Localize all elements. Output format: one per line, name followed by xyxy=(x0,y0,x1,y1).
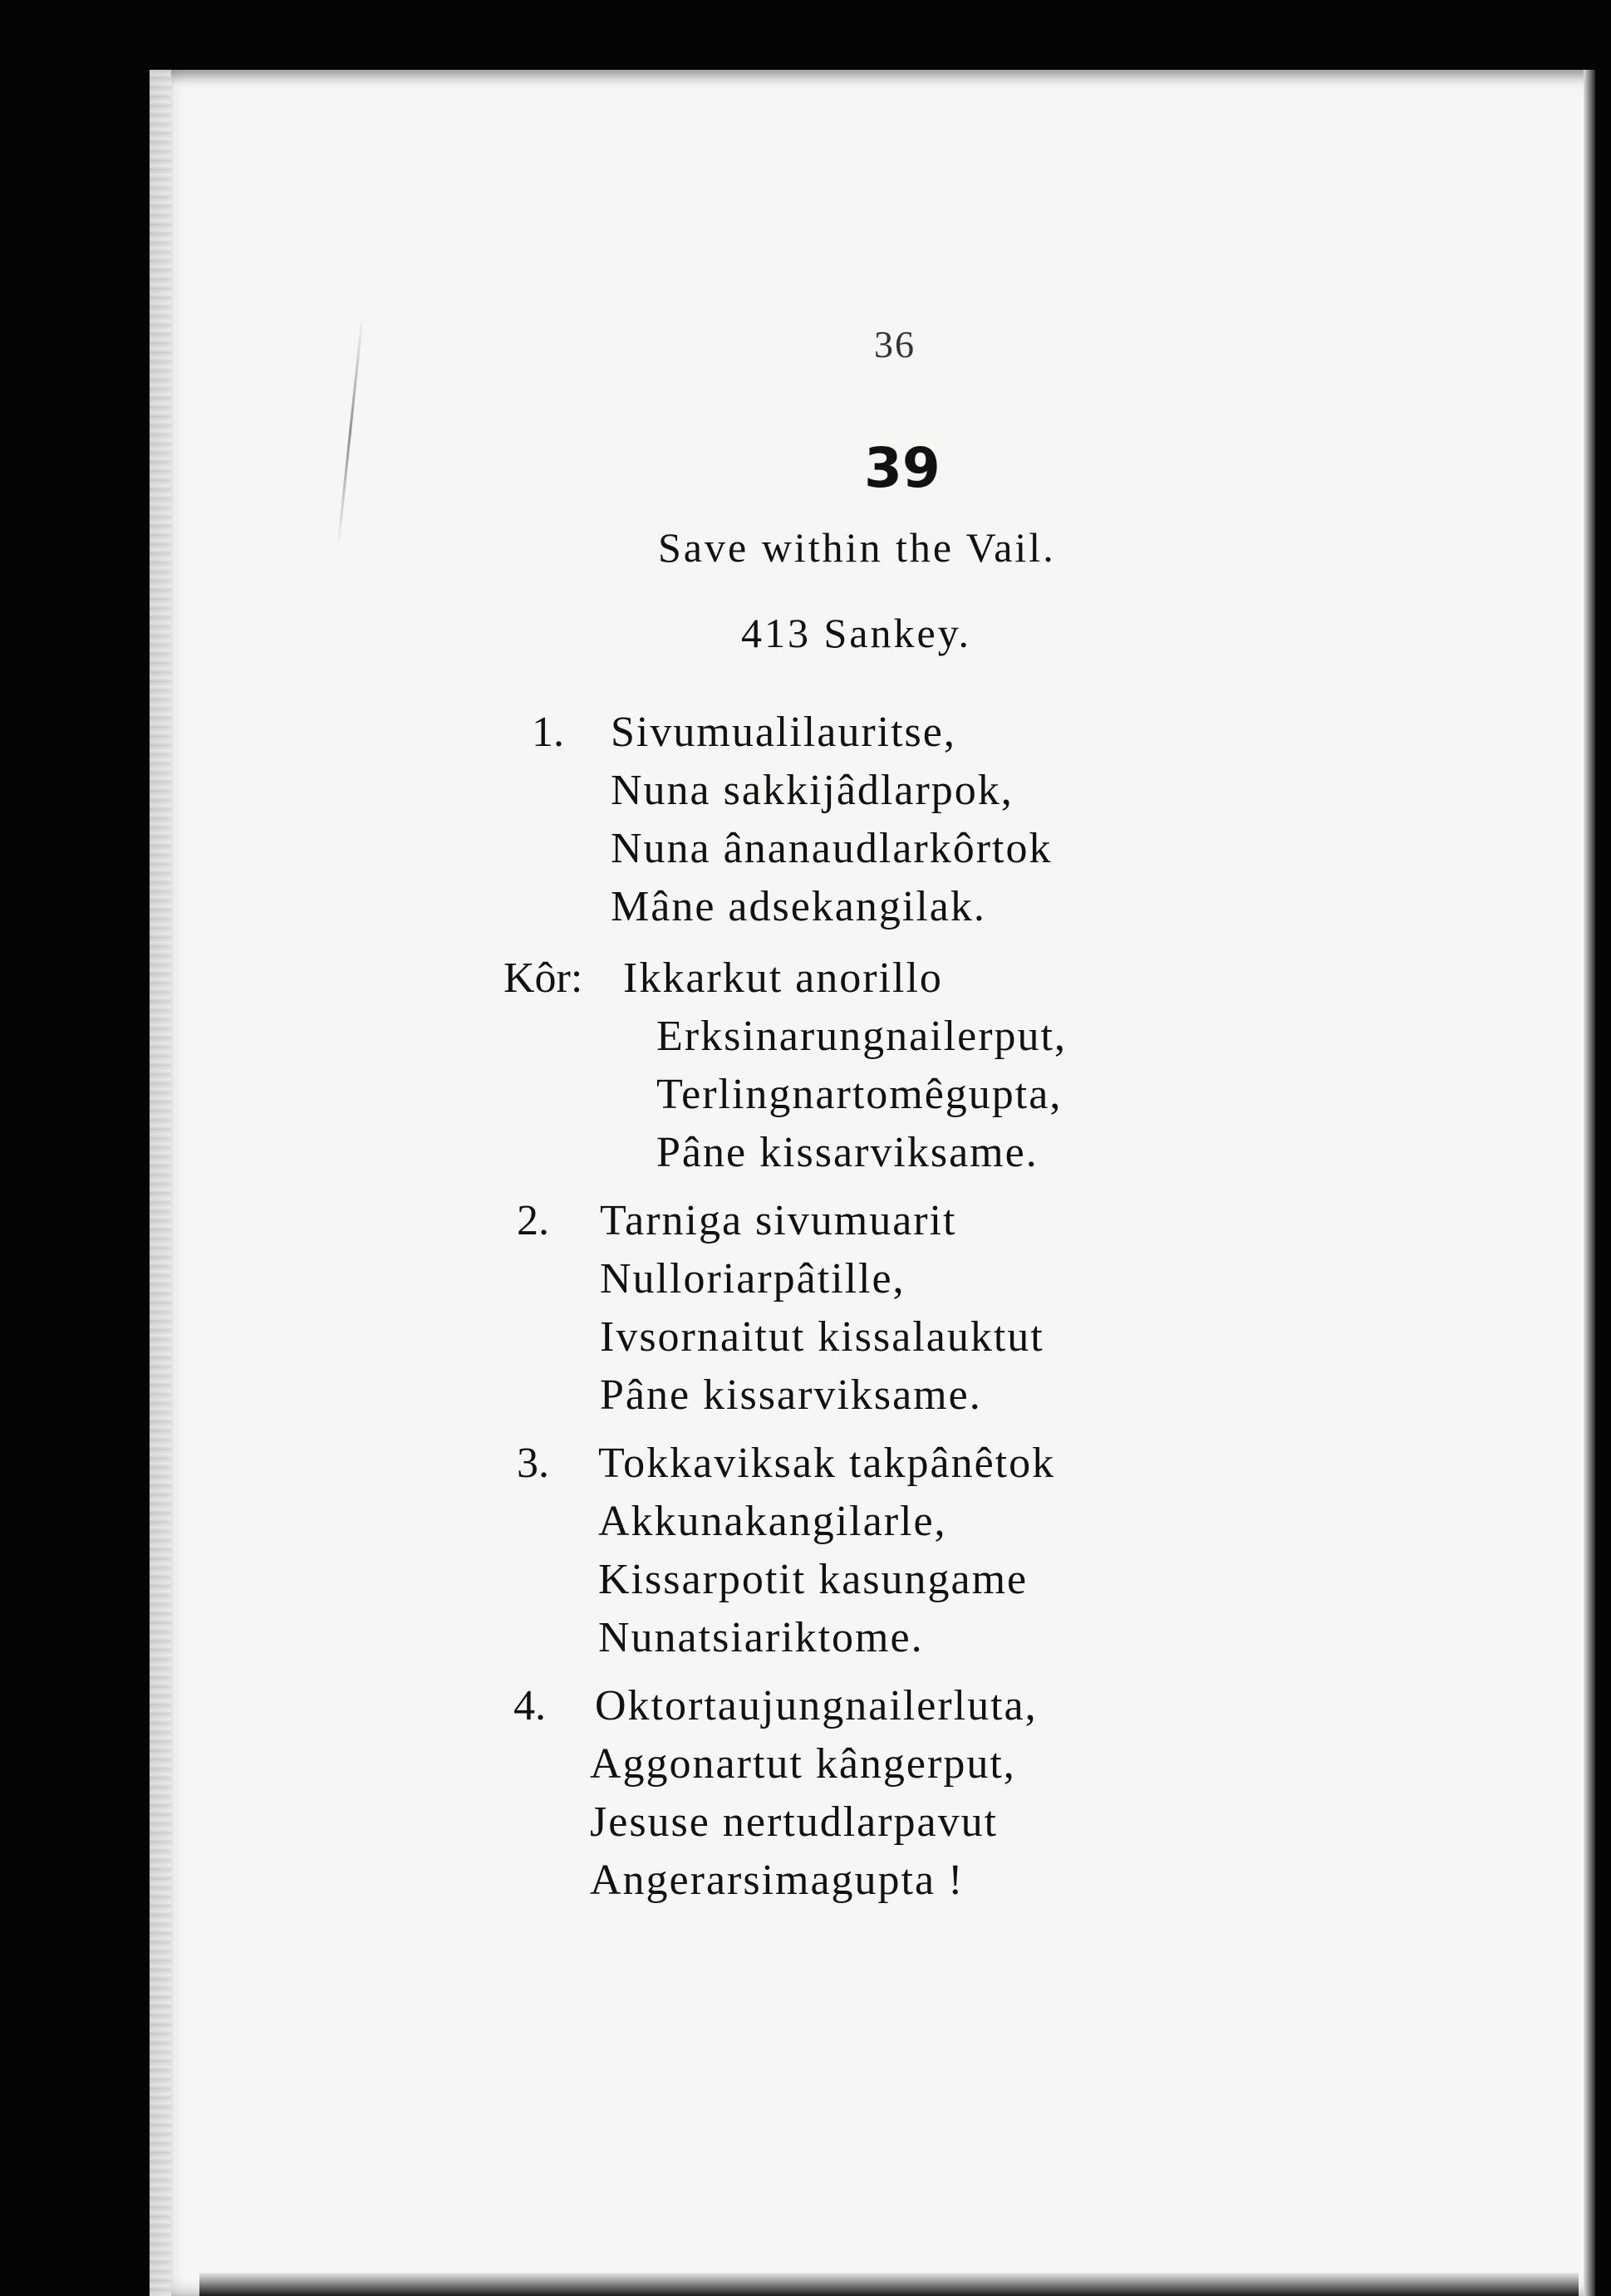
page-bottom-edge xyxy=(199,2273,1579,2296)
chorus-label: Kôr: xyxy=(503,954,583,1002)
stanza-number: 4. xyxy=(513,1682,546,1729)
tune-reference: 413 Sankey. xyxy=(741,610,971,656)
tune-title: Save within the Vail. xyxy=(658,524,1056,571)
stanza-number: 3. xyxy=(517,1440,549,1487)
verse-line: Nunatsiariktome. xyxy=(598,1614,924,1661)
verse-line: Ivsornaitut kissalauktut xyxy=(600,1313,1044,1361)
verse-line: Oktortaujungnailerluta, xyxy=(595,1682,1038,1729)
verse-line: Angerarsimagupta ! xyxy=(590,1857,965,1904)
verse-line: Nulloriarpâtille, xyxy=(600,1255,906,1303)
verse-line: Nuna sakkijâdlarpok, xyxy=(611,767,1014,814)
page-binding-edge xyxy=(150,70,171,2296)
stanza-number: 2. xyxy=(517,1197,549,1244)
verse-line: Aggonartut kângerput, xyxy=(590,1740,1016,1788)
verse-line: Mâne adsekangilak. xyxy=(611,883,986,930)
page-right-edge xyxy=(1584,70,1595,2296)
verse-line: Sivumualilauritse, xyxy=(611,709,956,756)
verse-line: Pâne kissarviksame. xyxy=(600,1371,982,1419)
verse-line: Tarniga sivumuarit xyxy=(600,1197,957,1244)
verse-line: Ikkarkut anorillo xyxy=(623,954,943,1002)
verse-line: Pâne kissarviksame. xyxy=(656,1129,1039,1176)
book-page xyxy=(150,70,1595,2296)
page-number: 36 xyxy=(874,323,916,365)
verse-line: Nuna ânanaudlarkôrtok xyxy=(611,825,1053,872)
verse-line: Erksinarungnailerput, xyxy=(656,1013,1067,1060)
hymn-number: 39 xyxy=(864,436,941,500)
verse-line: Akkunakangilarle, xyxy=(598,1498,947,1545)
stanza-number: 1. xyxy=(532,709,564,756)
verse-line: Terlingnartomêgupta, xyxy=(656,1071,1063,1118)
verse-line: Kissarpotit kasungame xyxy=(598,1556,1029,1603)
verse-line: Tokkaviksak takpânêtok xyxy=(598,1440,1056,1487)
verse-line: Jesuse nertudlarpavut xyxy=(590,1798,999,1846)
